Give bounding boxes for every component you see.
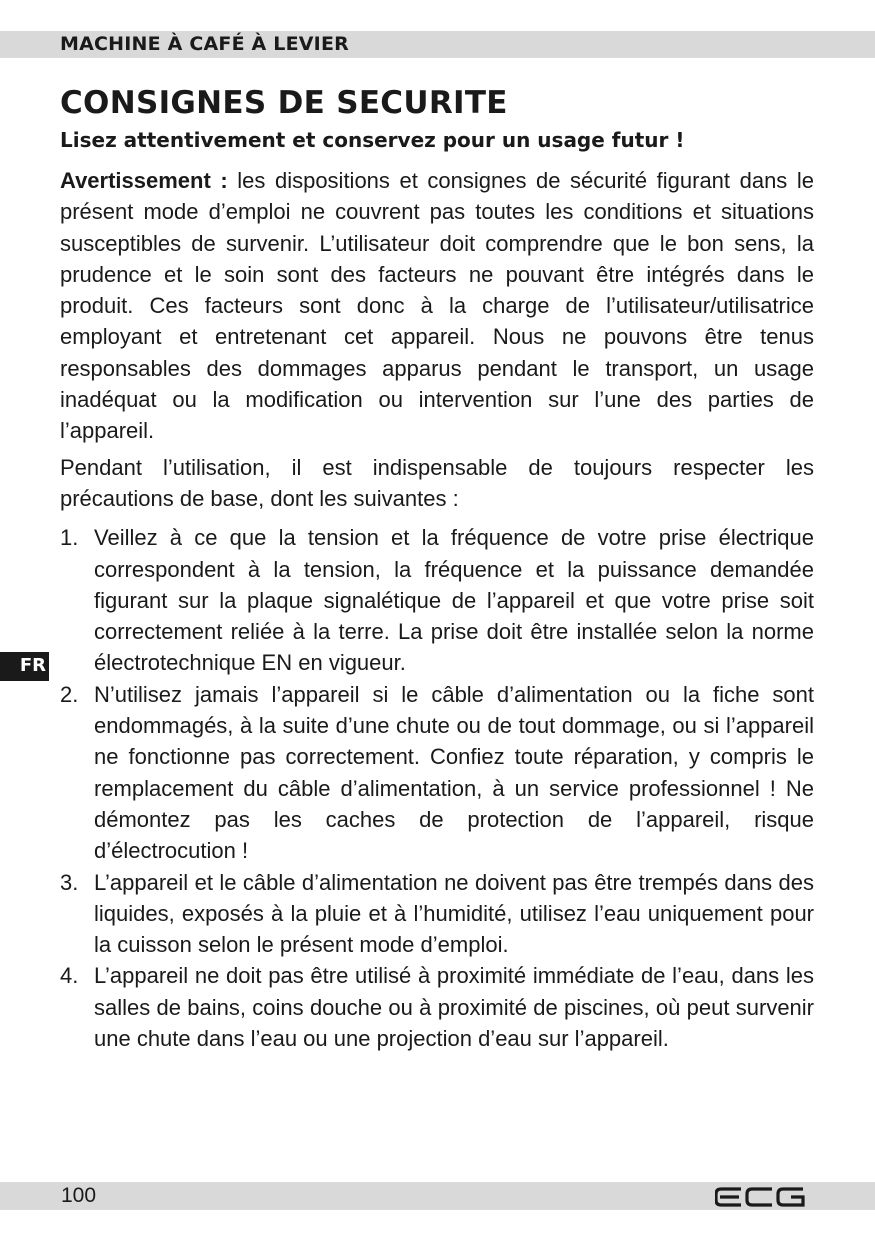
document-header-title: MACHINE À CAFÉ À LEVIER	[60, 33, 349, 55]
list-item-text: L’appareil et le câble d’alimentation ne doivent pas être trempés dans des liquides, exposés à la pluie et à l’humidité, utilisez l’eau uniquement pour la cuisson selon le présent mode d’emploi.	[94, 869, 814, 958]
ecg-logo-icon	[715, 1187, 805, 1207]
list-item-text: N’utilisez jamais l’appareil si le câble d’alimentation ou la fiche sont endommagés, à la suite d’une chute ou de tout dommage, ou si l’appareil ne fonctionne pas correctement. Confiez toute réparation, y compris le remplacement du câble d’alimentation, à un service professionnel ! Ne démontez pas les caches de protection de l’appareil, risque d’électrocution !	[94, 681, 814, 864]
list-item	[60, 522, 814, 678]
language-tab	[0, 652, 49, 681]
warning-text: les dispositions et consignes de sécurité figurant dans le présent mode d’emploi ne couvrent pas toutes les conditions et situations susceptibles de survenir. L’utilisateur doit comprendre que le bon sens, la prudence et le soin sont des facteurs ne pouvant être intégrés dans le produit. Ces facteurs sont donc à la charge de l’utilisateur/utilisatrice employant et entretenant cet appareil. Nous ne pouvons être tenus responsables des dommages apparus pendant le transport, un usage inadéquat ou la modification ou intervention sur l’une des parties de l’appareil.	[60, 168, 814, 444]
list-item	[60, 679, 814, 867]
intro-paragraph: Pendant l’utilisation, il est indispensable de toujours respecter les précautions de base, dont les suivantes :	[60, 454, 814, 511]
main-content	[60, 82, 814, 1054]
footer-bar	[0, 1182, 875, 1210]
page-title: CONSIGNES DE SECURITE	[60, 85, 508, 121]
list-item-number: 1.	[60, 525, 79, 551]
safety-list	[60, 522, 814, 1054]
list-item	[60, 960, 814, 1054]
page-number: 100	[61, 1184, 97, 1207]
language-tab-label: FR	[19, 655, 46, 676]
header-bar	[0, 31, 875, 58]
warning-lead: Avertissement :	[60, 168, 228, 193]
list-item-number: 4.	[60, 963, 79, 989]
list-item-text: L’appareil ne doit pas être utilisé à proximité immédiate de l’eau, dans les salles de bains, coins douche ou à proximité de piscines, où peut survenir une chute dans l’eau ou une projection d’eau sur l’appareil.	[94, 963, 814, 1052]
list-item	[60, 867, 814, 961]
list-item-text: Veillez à ce que la tension et la fréquence de votre prise électrique correspondent à la tension, la fréquence et la puissance demandée figurant sur la plaque signalétique de l’appareil et que votre prise soit correctement reliée à la terre. La prise doit être installée selon la norme électrotechnique EN en vigueur.	[94, 525, 814, 676]
page-subtitle: Lisez attentivement et conservez pour un usage futur !	[60, 128, 685, 152]
warning-paragraph	[60, 165, 814, 447]
list-item-number: 3.	[60, 869, 79, 895]
list-item-number: 2.	[60, 681, 79, 707]
